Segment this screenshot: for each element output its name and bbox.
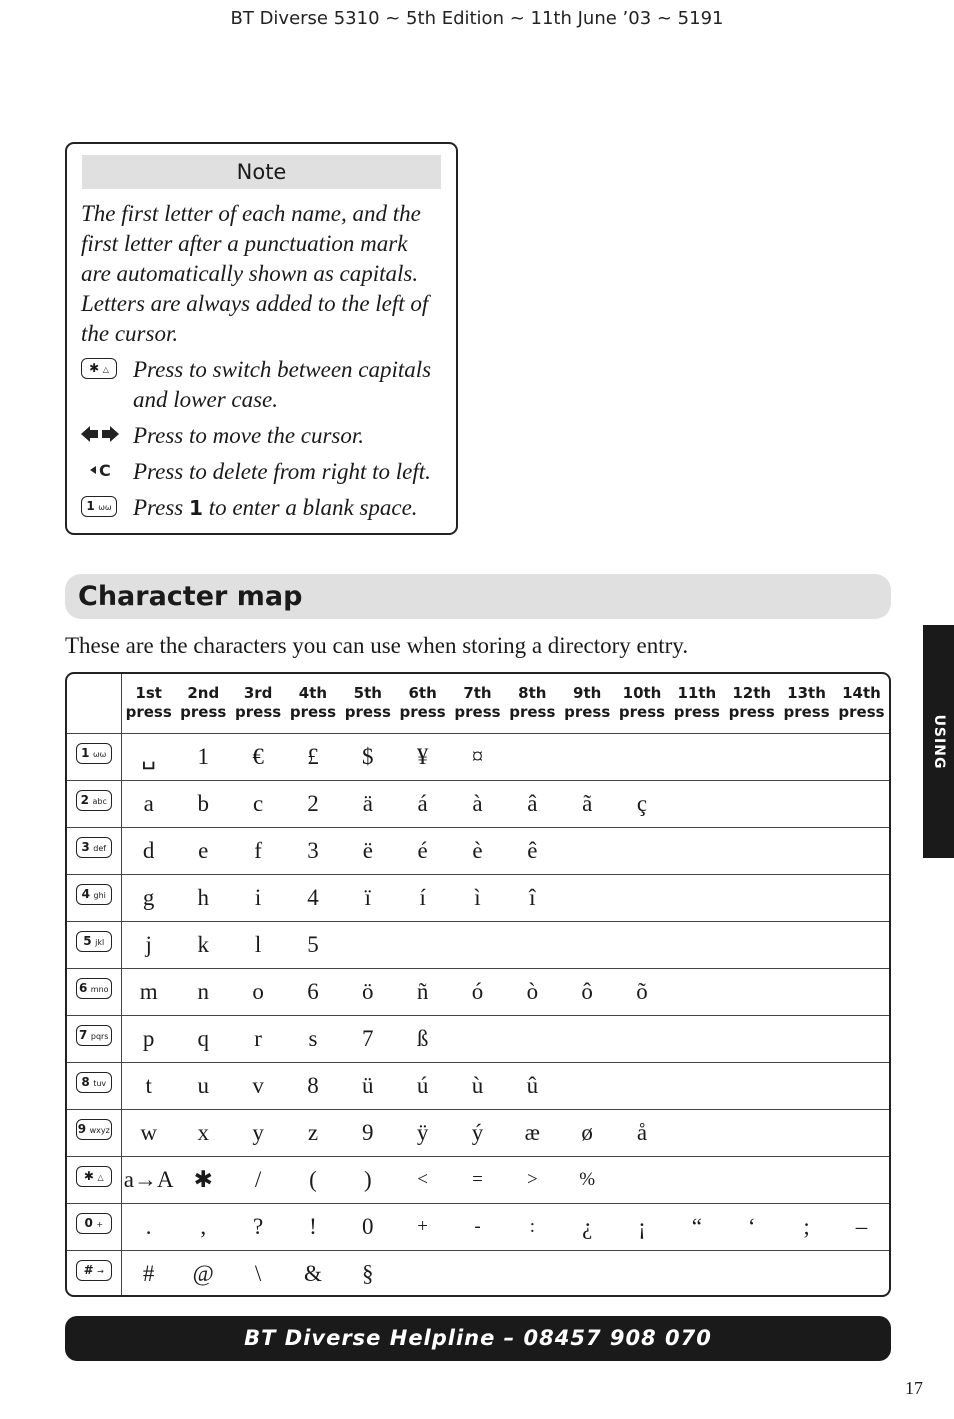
char-cell: t — [121, 1062, 176, 1109]
char-cell — [560, 921, 615, 968]
char-cell: ¡ — [615, 1203, 670, 1250]
char-cell: z — [286, 1109, 341, 1156]
char-cell — [779, 780, 834, 827]
key-letters: ωω — [92, 750, 107, 759]
table-row — [67, 921, 889, 968]
char-cell: 3 — [286, 827, 341, 874]
key-digit: 8 — [81, 1075, 90, 1089]
column-header-press: press — [235, 703, 282, 722]
char-cell: 8 — [286, 1062, 341, 1109]
key-star-icon — [76, 1166, 112, 1187]
char-cell: ô — [560, 968, 615, 1015]
note-item — [81, 493, 442, 523]
char-cell — [615, 874, 670, 921]
side-tab — [923, 625, 954, 858]
char-cell — [669, 733, 724, 780]
char-cell — [450, 1015, 505, 1062]
char-cell: ✱ — [176, 1156, 231, 1203]
key-7-icon — [76, 1025, 112, 1046]
char-cell: ö — [340, 968, 395, 1015]
char-cell: \ — [254, 1260, 262, 1286]
char-cell: , — [176, 1203, 231, 1250]
char-cell: o — [231, 968, 286, 1015]
char-cell: : — [505, 1203, 560, 1250]
char-cell: é — [395, 827, 450, 874]
key-cell — [67, 733, 121, 780]
char-cell: b — [176, 780, 231, 827]
key-4-icon — [76, 884, 112, 905]
column-header-ordinal: 1st — [135, 684, 162, 703]
key-digit: 0 — [84, 1216, 93, 1230]
char-cell: + — [395, 1203, 450, 1250]
key-digit: 6 — [78, 981, 88, 995]
key-cell — [67, 1062, 121, 1109]
char-cell — [779, 1015, 834, 1062]
column-header — [395, 674, 450, 733]
char-cell: m — [121, 968, 176, 1015]
note-item-text — [133, 493, 442, 523]
note-item-text: Press to switch between capitals and lower case. — [133, 357, 432, 412]
char-cell: e — [176, 827, 231, 874]
char-cell — [395, 921, 450, 968]
key-digit: 2 — [80, 793, 89, 807]
char-cell: “ — [669, 1203, 724, 1250]
char-cell — [340, 921, 395, 968]
column-header-ordinal: 4th — [298, 684, 328, 703]
char-cell: í — [395, 874, 450, 921]
char-cell — [669, 827, 724, 874]
column-header-ordinal: 14th — [842, 684, 881, 703]
key-cell — [67, 1203, 121, 1250]
char-cell — [724, 968, 779, 1015]
note-title: Note — [82, 155, 441, 189]
char-cell: c — [231, 780, 286, 827]
key-cell — [67, 1156, 121, 1203]
char-cell — [669, 1015, 724, 1062]
key-digit: 1 — [81, 746, 90, 760]
char-cell: 0 — [340, 1203, 395, 1250]
char-cell — [834, 733, 889, 780]
char-cell: & — [304, 1260, 322, 1286]
char-cell: ã — [560, 780, 615, 827]
char-cell — [724, 1250, 779, 1297]
char-cell: ä — [340, 780, 395, 827]
char-cell: ï — [340, 874, 395, 921]
column-header — [779, 674, 834, 733]
key-1-icon — [76, 743, 112, 764]
key-cell — [67, 1109, 121, 1156]
table-row — [67, 780, 889, 827]
char-cell: ) — [340, 1156, 395, 1203]
char-cell — [560, 874, 615, 921]
column-header-press: press — [838, 703, 885, 722]
char-cell: / — [231, 1156, 286, 1203]
char-cell — [724, 1156, 779, 1203]
key-cell — [67, 827, 121, 874]
key-digit: 5 — [83, 934, 92, 948]
column-header-press: press — [399, 703, 446, 722]
char-cell — [779, 1250, 834, 1297]
char-cell: ( — [286, 1156, 341, 1203]
char-cell — [669, 780, 724, 827]
char-cell: n — [176, 968, 231, 1015]
char-cell — [615, 1250, 670, 1297]
char-cell: s — [286, 1015, 341, 1062]
char-cell: w — [121, 1109, 176, 1156]
column-header — [231, 674, 286, 733]
char-cell — [615, 1156, 670, 1203]
char-cell: ! — [286, 1203, 341, 1250]
char-cell — [779, 1062, 834, 1109]
key-digit: 7 — [79, 1028, 88, 1042]
column-header-ordinal: 13th — [787, 684, 826, 703]
char-cell: p — [121, 1015, 176, 1062]
char-cell: v — [231, 1062, 286, 1109]
char-cell: ó — [450, 968, 505, 1015]
key-8-icon — [76, 1072, 112, 1093]
char-cell — [724, 1015, 779, 1062]
note-item-text: Press to delete from right to left. — [133, 459, 431, 484]
table-row — [67, 1250, 889, 1297]
page-number: 17 — [905, 1378, 923, 1398]
note-text-bold: 1 — [189, 496, 203, 520]
column-header-ordinal: 9th — [573, 684, 602, 703]
column-header — [834, 674, 889, 733]
column-header-press: press — [728, 703, 775, 722]
char-cell: r — [231, 1015, 286, 1062]
char-cell: ê — [505, 827, 560, 874]
column-header-ordinal: 8th — [518, 684, 547, 703]
char-cell — [834, 1250, 889, 1297]
char-cell: £ — [286, 733, 341, 780]
character-map-table — [65, 672, 891, 1297]
char-cell — [724, 780, 779, 827]
header-key-cell — [67, 674, 121, 733]
column-header — [505, 674, 560, 733]
char-cell — [724, 733, 779, 780]
char-cell: ø — [560, 1109, 615, 1156]
char-cell: ë — [340, 827, 395, 874]
char-cell: å — [615, 1109, 670, 1156]
char-cell: 9 — [340, 1109, 395, 1156]
note-text-after: to enter a blank space. — [208, 495, 418, 520]
char-cell — [669, 968, 724, 1015]
char-cell — [779, 921, 834, 968]
column-header-ordinal: 7th — [463, 684, 492, 703]
key-letters: ghi — [93, 891, 106, 900]
char-cell: á — [395, 780, 450, 827]
key-cell — [67, 968, 121, 1015]
char-cell — [779, 827, 834, 874]
char-cell: ? — [231, 1203, 286, 1250]
char-cell — [395, 1250, 450, 1297]
key-digit: ✱ — [83, 1169, 94, 1183]
arrow-keys-icon — [81, 421, 133, 451]
key-hash-icon — [76, 1260, 112, 1281]
key-letters: mno — [90, 985, 109, 994]
char-cell: ì — [450, 874, 505, 921]
char-cell: ‘ — [724, 1203, 779, 1250]
page-header: BT Diverse 5310 ~ 5th Edition ~ 11th June ’03 ~ 5191 — [230, 8, 724, 29]
char-cell — [724, 874, 779, 921]
intro-text: These are the characters you can use when storing a directory entry. — [65, 633, 689, 658]
char-cell — [669, 1156, 724, 1203]
one-key-icon: 1 ωω — [81, 493, 133, 523]
column-header-ordinal: 11th — [677, 684, 717, 703]
char-cell: ñ — [395, 968, 450, 1015]
char-cell: . — [121, 1203, 176, 1250]
char-cell: h — [176, 874, 231, 921]
table-row — [67, 874, 889, 921]
column-header-press: press — [564, 703, 611, 722]
column-header-press: press — [454, 703, 501, 722]
column-header — [286, 674, 341, 733]
char-cell: % — [560, 1156, 615, 1203]
char-cell: â — [505, 780, 560, 827]
char-cell: 4 — [286, 874, 341, 921]
column-header-press: press — [344, 703, 391, 722]
key-cell — [67, 874, 121, 921]
key-3-icon — [76, 837, 112, 858]
char-cell — [615, 733, 670, 780]
column-header-ordinal: 6th — [408, 684, 437, 703]
helpline-bar: BT Diverse Helpline – 08457 908 070 — [65, 1316, 891, 1361]
char-cell — [779, 968, 834, 1015]
char-cell — [834, 1156, 889, 1203]
svg-text:C: C — [99, 461, 111, 480]
note-text-before: Press — [133, 495, 184, 520]
key-0-icon — [76, 1213, 112, 1234]
char-cell — [669, 1250, 724, 1297]
table-row — [67, 1156, 889, 1203]
note-item — [81, 421, 442, 451]
char-cell: > — [505, 1156, 560, 1203]
key-6-icon — [76, 978, 112, 999]
char-cell — [779, 733, 834, 780]
char-cell: û — [505, 1062, 560, 1109]
char-cell: 7 — [340, 1015, 395, 1062]
column-header-press: press — [509, 703, 556, 722]
table-row — [67, 1015, 889, 1062]
char-cell: ß — [395, 1015, 450, 1062]
char-cell: - — [450, 1203, 505, 1250]
char-cell: a→A — [121, 1156, 176, 1203]
char-cell: d — [121, 827, 176, 874]
char-cell — [779, 1156, 834, 1203]
char-cell: g — [121, 874, 176, 921]
char-cell — [505, 733, 560, 780]
char-cell — [834, 1015, 889, 1062]
key-letters: jkl — [95, 938, 105, 947]
column-header-press: press — [618, 703, 666, 722]
key-2-icon — [76, 790, 112, 811]
char-cell: ␣ — [121, 733, 176, 780]
key-letters: △ — [97, 1173, 104, 1182]
key-5-icon — [76, 931, 112, 952]
char-cell: 1 — [176, 733, 231, 780]
key-letters: pqrs — [90, 1032, 109, 1041]
delete-c-key-icon — [81, 457, 133, 487]
key-cell — [67, 1250, 121, 1297]
char-cell — [834, 1109, 889, 1156]
note-box — [65, 142, 458, 535]
char-cell — [615, 1015, 670, 1062]
char-cell — [834, 921, 889, 968]
char-cell — [724, 1062, 779, 1109]
table-row — [67, 733, 889, 780]
column-header-press: press — [783, 703, 830, 722]
char-cell: õ — [615, 968, 670, 1015]
table-header-row — [67, 674, 889, 733]
column-header — [615, 674, 670, 733]
char-cell — [834, 827, 889, 874]
char-cell — [834, 780, 889, 827]
section-title: Character map — [65, 574, 891, 619]
char-cell: ¥ — [395, 733, 450, 780]
key-digit: 4 — [81, 887, 90, 901]
char-cell — [505, 921, 560, 968]
char-cell: ¤ — [450, 733, 505, 780]
char-cell — [779, 1109, 834, 1156]
key-letters: def — [93, 844, 107, 853]
char-cell: î — [505, 874, 560, 921]
table-row — [67, 1203, 889, 1250]
char-cell: < — [395, 1156, 450, 1203]
char-cell: ú — [395, 1062, 450, 1109]
star-key-icon: ✱ △ — [81, 355, 133, 415]
column-header — [340, 674, 395, 733]
column-header-ordinal: 3rd — [243, 684, 273, 703]
char-cell — [724, 1109, 779, 1156]
key-9-icon — [76, 1119, 112, 1140]
char-cell: i — [231, 874, 286, 921]
char-cell — [724, 827, 779, 874]
side-tab-label: USING — [930, 714, 947, 769]
char-cell: § — [362, 1260, 374, 1286]
note-item — [81, 355, 442, 415]
char-cell: f — [231, 827, 286, 874]
table-row — [67, 1062, 889, 1109]
char-cell — [779, 874, 834, 921]
char-cell — [560, 1250, 615, 1297]
char-cell: $ — [340, 733, 395, 780]
key-letters: tuv — [93, 1079, 107, 1088]
char-cell: 6 — [286, 968, 341, 1015]
column-header-press: press — [673, 703, 720, 722]
note-body: The first letter of each name, and the first letter after a punctuation mark are automatically shown as capitals. Letters are always added to the left of the cursor. — [81, 201, 429, 346]
char-cell: x — [176, 1109, 231, 1156]
char-cell: ý — [450, 1109, 505, 1156]
column-header-ordinal: 2nd — [187, 684, 220, 703]
char-cell: à — [450, 780, 505, 827]
char-cell — [669, 1062, 724, 1109]
column-header-ordinal: 10th — [622, 684, 662, 703]
char-cell: æ — [505, 1109, 560, 1156]
char-cell: l — [231, 921, 286, 968]
char-cell — [560, 733, 615, 780]
char-cell — [669, 921, 724, 968]
char-cell: j — [121, 921, 176, 968]
column-header — [560, 674, 615, 733]
char-cell — [669, 874, 724, 921]
char-cell — [724, 921, 779, 968]
table-row — [67, 827, 889, 874]
char-cell: – — [834, 1203, 889, 1250]
char-cell — [834, 968, 889, 1015]
column-header-press: press — [289, 703, 337, 722]
column-header — [176, 674, 231, 733]
column-header-ordinal: 5th — [353, 684, 382, 703]
char-cell — [615, 827, 670, 874]
char-cell: k — [176, 921, 231, 968]
key-digit: # — [83, 1263, 94, 1278]
char-cell: 2 — [286, 780, 341, 827]
char-cell: ç — [615, 780, 670, 827]
column-header-press: press — [125, 703, 172, 722]
char-cell: @ — [192, 1260, 214, 1286]
column-header — [724, 674, 779, 733]
key-digit: 9 — [77, 1122, 87, 1136]
char-cell: ü — [340, 1062, 395, 1109]
char-cell: y — [231, 1109, 286, 1156]
char-cell — [669, 1109, 724, 1156]
table-row — [67, 968, 889, 1015]
char-cell: è — [450, 827, 505, 874]
char-cell — [450, 921, 505, 968]
char-cell: ù — [450, 1062, 505, 1109]
char-cell: ; — [779, 1203, 834, 1250]
char-cell — [560, 827, 615, 874]
char-cell: a — [121, 780, 176, 827]
char-cell: ò — [505, 968, 560, 1015]
char-cell: q — [176, 1015, 231, 1062]
column-header — [121, 674, 176, 733]
char-cell — [505, 1015, 560, 1062]
column-header-press: press — [180, 703, 227, 722]
char-cell — [450, 1250, 505, 1297]
column-header — [669, 674, 724, 733]
key-cell — [67, 780, 121, 827]
key-letters: wxyz — [89, 1126, 110, 1135]
key-letters: + — [96, 1220, 104, 1229]
char-cell: ÿ — [395, 1109, 450, 1156]
char-cell — [505, 1250, 560, 1297]
char-cell — [834, 874, 889, 921]
column-header — [450, 674, 505, 733]
char-cell: # — [142, 1260, 155, 1286]
table-row — [67, 1109, 889, 1156]
key-letters: → — [97, 1267, 104, 1277]
key-letters: abc — [92, 797, 107, 806]
char-cell: = — [450, 1156, 505, 1203]
char-cell: u — [176, 1062, 231, 1109]
char-cell — [834, 1062, 889, 1109]
char-cell — [615, 1062, 670, 1109]
char-cell: ¿ — [560, 1203, 615, 1250]
char-cell — [560, 1015, 615, 1062]
char-cell — [560, 1062, 615, 1109]
key-cell — [67, 1015, 121, 1062]
note-item — [81, 457, 442, 487]
key-cell — [67, 921, 121, 968]
note-item-text: Press to move the cursor. — [133, 423, 365, 448]
char-cell — [615, 921, 670, 968]
column-header-ordinal: 12th — [732, 684, 772, 703]
key-digit: 3 — [81, 840, 90, 854]
char-cell: € — [231, 733, 286, 780]
char-cell: 5 — [286, 921, 341, 968]
